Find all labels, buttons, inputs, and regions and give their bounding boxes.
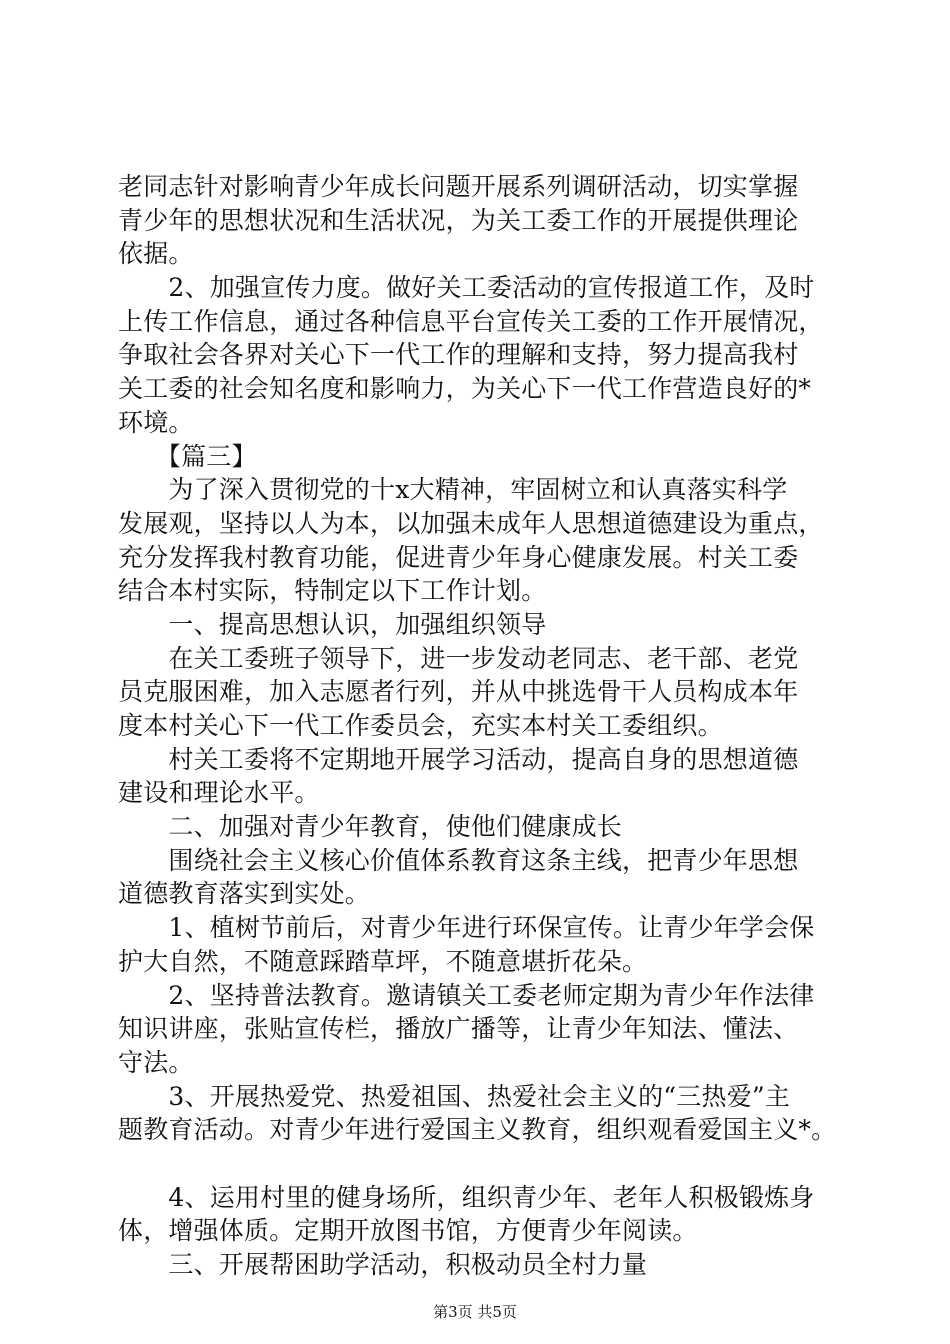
document-body [118,170,837,1282]
text-line: 2、加强宣传力度。做好关工委活动的宣传报道工作，及时 [118,273,815,303]
blank-line [118,1147,830,1181]
text-line: 2、坚持普法教育。邀请镇关工委老师定期为青少年作法律 [118,980,815,1010]
text-line: 关工委的社会知名度和影响力，为关心下一代工作营造良好的* [118,374,812,404]
text-line: 道德教育落实到实处。 [118,879,371,909]
text-line: 知识讲座，张贴宣传栏，播放广播等，让青少年知法、懂法、 [118,1014,799,1044]
text-line: 题教育活动。对青少年进行爱国主义教育，组织观看爱国主义*。 [118,1115,837,1145]
text-line: 在关工委班子领导下，进一步发动老同志、老干部、老党 [118,643,799,673]
text-line: 环境。 [118,407,194,437]
text-line: 结合本村实际，特制定以下工作计划。 [118,576,547,606]
text-line: 围绕社会主义核心价值体系教育这条主线，把青少年思想 [118,845,799,875]
text-line: 老同志针对影响青少年成长问题开展系列调研活动，切实掌握 [118,172,799,201]
text-line: 村关工委将不定期地开展学习活动，提高自身的思想道德 [118,744,799,774]
text-line: 青少年的思想状况和生活状况，为关工委工作的开展提供理论 [118,205,799,235]
text-line: 争取社会各界对关心下一代工作的理解和支持，努力提高我村 [118,340,799,370]
text-line: 守法。 [118,1047,194,1077]
text-line: 三、开展帮困助学活动，积极动员全村力量 [118,1250,648,1279]
text-line: 【篇三】 [118,441,257,471]
text-line: 上传工作信息，通过各种信息平台宣传关工委的工作开展情况， [118,306,824,336]
text-line: 体，增强体质。定期开放图书馆，方便青少年阅读。 [118,1216,698,1246]
text-line: 度本村关心下一代工作委员会，充实本村关工委组织。 [118,711,723,740]
text-line: 发展观，坚持以人为本，以加强未成年人思想道德建设为重点， [118,508,824,538]
page-footer: 第3页 共5页 [433,1303,517,1321]
text-line: 二、加强对青少年教育，使他们健康成长 [118,812,623,842]
text-line: 3、开展热爱党、热爱祖国、热爱社会主义的“三热爱”主 [118,1081,791,1111]
text-line: 1、植树节前后，对青少年进行环保宣传。让青少年学会保 [118,913,815,943]
text-line: 护大自然，不随意踩踏草坪，不随意堪折花朵。 [118,946,648,976]
text-line: 为了深入贯彻党的十x大精神，牢固树立和认真落实科学 [118,475,788,505]
text-line: 依据。 [118,239,194,269]
text-line: 一、提高思想认识，加强组织领导 [118,609,547,639]
text-line: 4、运用村里的健身场所，组织青少年、老年人积极锻炼身 [118,1182,815,1212]
text-line: 建设和理论水平。 [118,778,320,808]
text-line: 员克服困难，加入志愿者行列，并从中挑选骨干人员构成本年 [118,677,799,707]
text-line: 充分发挥我村教育功能，促进青少年身心健康发展。村关工委 [118,542,799,572]
